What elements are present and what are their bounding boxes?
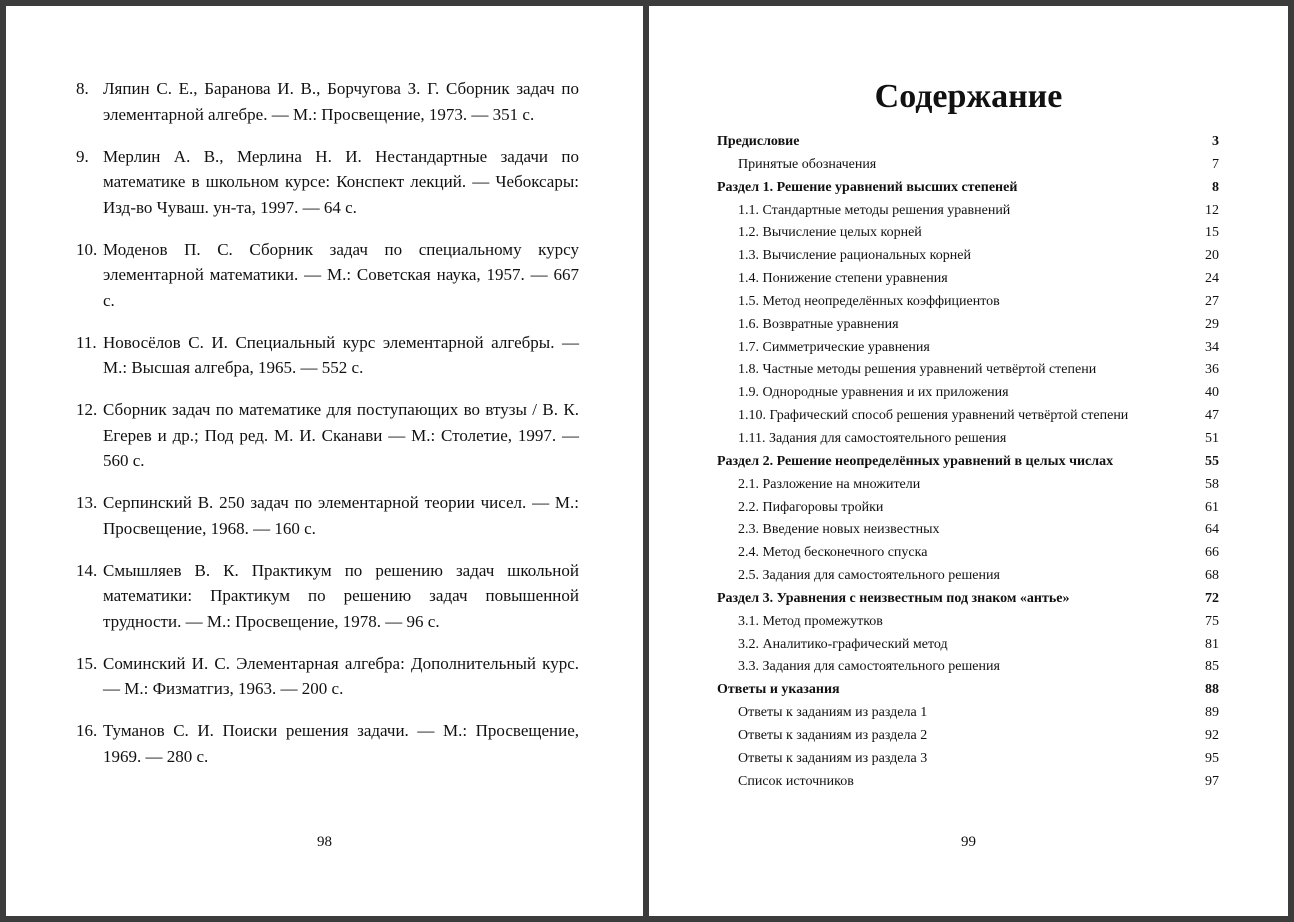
toc-subsection-row	[717, 222, 1219, 245]
toc-entry-page: 3	[1212, 134, 1219, 149]
toc-section-row	[717, 588, 1219, 611]
toc-entry-label: Ответы к заданиям из раздела 2	[738, 727, 928, 743]
toc-entry-label: 2.1. Разложение на множители	[738, 476, 921, 492]
reference-text: Туманов С. И. Поиски решения задачи. — М.: Просвещение, 1969. — 280 с.	[103, 721, 579, 766]
toc-entry-page: 92	[1205, 727, 1219, 743]
toc-entry-page: 68	[1205, 568, 1219, 584]
toc-entry-label: Раздел 1. Решение уравнений высших степеней	[717, 179, 1018, 195]
reference-number: 15.	[76, 653, 98, 673]
toc-entry-page: 89	[1205, 705, 1219, 721]
toc-subsection-row	[717, 428, 1219, 451]
toc-subsection-row	[717, 542, 1219, 565]
toc-entry-label: 1.9. Однородные уравнения и их приложения	[738, 385, 1009, 401]
toc-entry-page: 75	[1205, 613, 1219, 629]
toc-entry-page: 85	[1205, 659, 1219, 675]
reference-item	[76, 558, 579, 635]
toc-entry-label: 2.4. Метод бесконечного спуска	[738, 545, 928, 561]
toc-entry-label: 1.7. Симметрические уравнения	[738, 339, 930, 355]
left-page	[6, 6, 643, 916]
reference-text: Ляпин С. Е., Баранова И. В., Борчугова З. Г. Сборник задач по элементарной алгебре. — М.: Просвещение, 1973. — 351 с.	[103, 79, 579, 124]
toc-subsection-row	[717, 154, 1219, 177]
reference-number: 12.	[76, 400, 98, 419]
toc-entry-label: 2.2. Пифагоровы тройки	[738, 499, 884, 515]
toc-subsection-row	[717, 748, 1219, 771]
toc-entry-label: 1.8. Частные методы решения уравнений четвёртой степени	[738, 362, 1097, 378]
reference-text: Мерлин А. В., Мерлина Н. И. Нестандартные задачи по математике в школьном курсе: Конспект лекций. — Чебоксары: Изд-во Чуваш. ун-та, 1997. — 64 с.	[103, 146, 579, 217]
toc-entry-label: 1.2. Вычисление целых корней	[738, 225, 922, 241]
reference-item	[76, 330, 579, 381]
reference-text: Сборник задач по математике для поступающих во втузы / В. К. Егерев и др.; Под ред. М. И. Сканави — М.: Столетие, 1997. — 560 с.	[103, 400, 579, 470]
toc-title: Содержание	[874, 78, 1063, 115]
toc-section-row	[717, 177, 1219, 200]
toc-entry-page: 15	[1205, 225, 1219, 241]
toc-entry-label: 2.5. Задания для самостоятельного решения	[738, 568, 1000, 584]
toc-entry-page: 36	[1205, 362, 1219, 378]
toc-entry-page: 88	[1205, 682, 1219, 698]
toc-entry-page: 97	[1205, 773, 1219, 789]
toc-entry-label: 1.11. Задания для самостоятельного решения	[738, 430, 1007, 446]
toc-entry-label: 3.3. Задания для самостоятельного решения	[738, 659, 1000, 675]
bibliography-list	[76, 76, 579, 786]
toc-entry-label: Ответы и указания	[717, 682, 840, 698]
toc-subsection-row	[717, 359, 1219, 382]
reference-item	[76, 237, 579, 314]
toc-subsection-row	[717, 565, 1219, 588]
table-of-contents	[717, 131, 1219, 793]
page-number-left: 98	[317, 834, 332, 850]
toc-entry-label: Раздел 2. Решение неопределённых уравнений в целых числах	[717, 453, 1114, 469]
reference-item	[76, 651, 579, 702]
toc-entry-page: 27	[1205, 293, 1219, 309]
toc-entry-page: 95	[1205, 750, 1219, 766]
toc-subsection-row	[717, 634, 1219, 657]
toc-section-row	[717, 451, 1219, 474]
toc-entry-page: 29	[1205, 316, 1219, 332]
toc-subsection-row	[717, 702, 1219, 725]
reference-text: Смышляев В. К. Практикум по решению задач школьной математики: Практикум по решению задач повышенной трудности. — М.: Просвещение, 1978. — 96 с.	[103, 560, 579, 631]
reference-text: Соминский И. С. Элементарная алгебра: Дополнительный курс. — М.: Физматгиз, 1963. — 200 с.	[103, 653, 579, 698]
toc-subsection-row	[717, 656, 1219, 679]
toc-entry-page: 24	[1205, 271, 1219, 287]
reference-number: 16.	[76, 721, 98, 740]
toc-entry-label: Раздел 3. Уравнения с неизвестным под знаком «антье»	[717, 590, 1070, 606]
reference-number: 9.	[76, 146, 89, 166]
toc-subsection-row	[717, 771, 1219, 794]
toc-entry-page: 40	[1205, 385, 1219, 401]
toc-entry-label: 1.10. Графический способ решения уравнений четвёртой степени	[738, 408, 1129, 424]
toc-subsection-row	[717, 519, 1219, 542]
toc-entry-page: 55	[1205, 453, 1219, 469]
page-number-right: 99	[961, 834, 976, 850]
toc-entry-page: 12	[1205, 202, 1219, 218]
toc-entry-page: 61	[1205, 499, 1219, 515]
toc-subsection-row	[717, 497, 1219, 520]
reference-text: Серпинский В. 250 задач по элементарной теории чисел. — М.: Просвещение, 1968. — 160 с.	[103, 493, 579, 538]
reference-item	[76, 76, 579, 127]
toc-entry-label: 1.4. Понижение степени уравнения	[738, 271, 948, 287]
right-page	[649, 6, 1288, 916]
toc-subsection-row	[717, 200, 1219, 223]
toc-subsection-row	[717, 314, 1219, 337]
toc-entry-label: Ответы к заданиям из раздела 3	[738, 750, 928, 766]
toc-entry-label: 1.1. Стандартные методы решения уравнений	[738, 202, 1011, 218]
toc-section-row	[717, 131, 1219, 154]
toc-entry-page: 58	[1205, 476, 1219, 492]
toc-subsection-row	[717, 725, 1219, 748]
toc-subsection-row	[717, 405, 1219, 428]
toc-entry-page: 34	[1205, 339, 1219, 355]
reference-number: 8.	[76, 79, 89, 98]
reference-number: 13.	[76, 493, 98, 512]
toc-entry-label: 3.2. Аналитико-графический метод	[738, 636, 948, 652]
toc-subsection-row	[717, 337, 1219, 360]
reference-item	[76, 144, 579, 221]
reference-number: 10.	[76, 239, 98, 259]
toc-subsection-row	[717, 382, 1219, 405]
toc-entry-page: 7	[1212, 156, 1219, 172]
toc-subsection-row	[717, 611, 1219, 634]
reference-number: 14.	[76, 560, 98, 580]
toc-entry-label: 1.5. Метод неопределённых коэффициентов	[738, 293, 1000, 309]
reference-text: Моденов П. С. Сборник задач по специальному курсу элементарной математики. — М.: Советская наука, 1957. — 667 с.	[103, 239, 579, 310]
toc-subsection-row	[717, 268, 1219, 291]
toc-entry-page: 64	[1205, 522, 1219, 538]
toc-entry-page: 66	[1205, 545, 1219, 561]
toc-entry-page: 72	[1205, 590, 1219, 606]
toc-entry-page: 81	[1205, 636, 1219, 652]
toc-entry-label: 1.6. Возвратные уравнения	[738, 316, 899, 332]
toc-section-row	[717, 679, 1219, 702]
reference-item	[76, 397, 579, 474]
toc-subsection-row	[717, 245, 1219, 268]
reference-item	[76, 490, 579, 541]
reference-text: Новосёлов С. И. Специальный курс элементарной алгебры. — М.: Высшая алгебра, 1965. — 552 с.	[103, 332, 579, 377]
toc-entry-label: 2.3. Введение новых неизвестных	[738, 522, 940, 538]
toc-entry-label: 3.1. Метод промежутков	[738, 613, 883, 629]
toc-entry-page: 47	[1205, 408, 1219, 424]
toc-entry-page: 8	[1212, 179, 1219, 195]
toc-entry-page: 20	[1205, 248, 1219, 264]
toc-entry-label: Список источников	[738, 773, 854, 789]
toc-entry-label: Ответы к заданиям из раздела 1	[738, 705, 928, 721]
toc-subsection-row	[717, 291, 1219, 314]
toc-subsection-row	[717, 474, 1219, 497]
toc-entry-label: Предисловие	[717, 134, 800, 149]
toc-entry-label: 1.3. Вычисление рациональных корней	[738, 248, 971, 264]
toc-entry-label: Принятые обозначения	[738, 156, 877, 172]
toc-entry-page: 51	[1205, 430, 1219, 446]
reference-number: 11.	[76, 332, 97, 352]
reference-item	[76, 718, 579, 769]
